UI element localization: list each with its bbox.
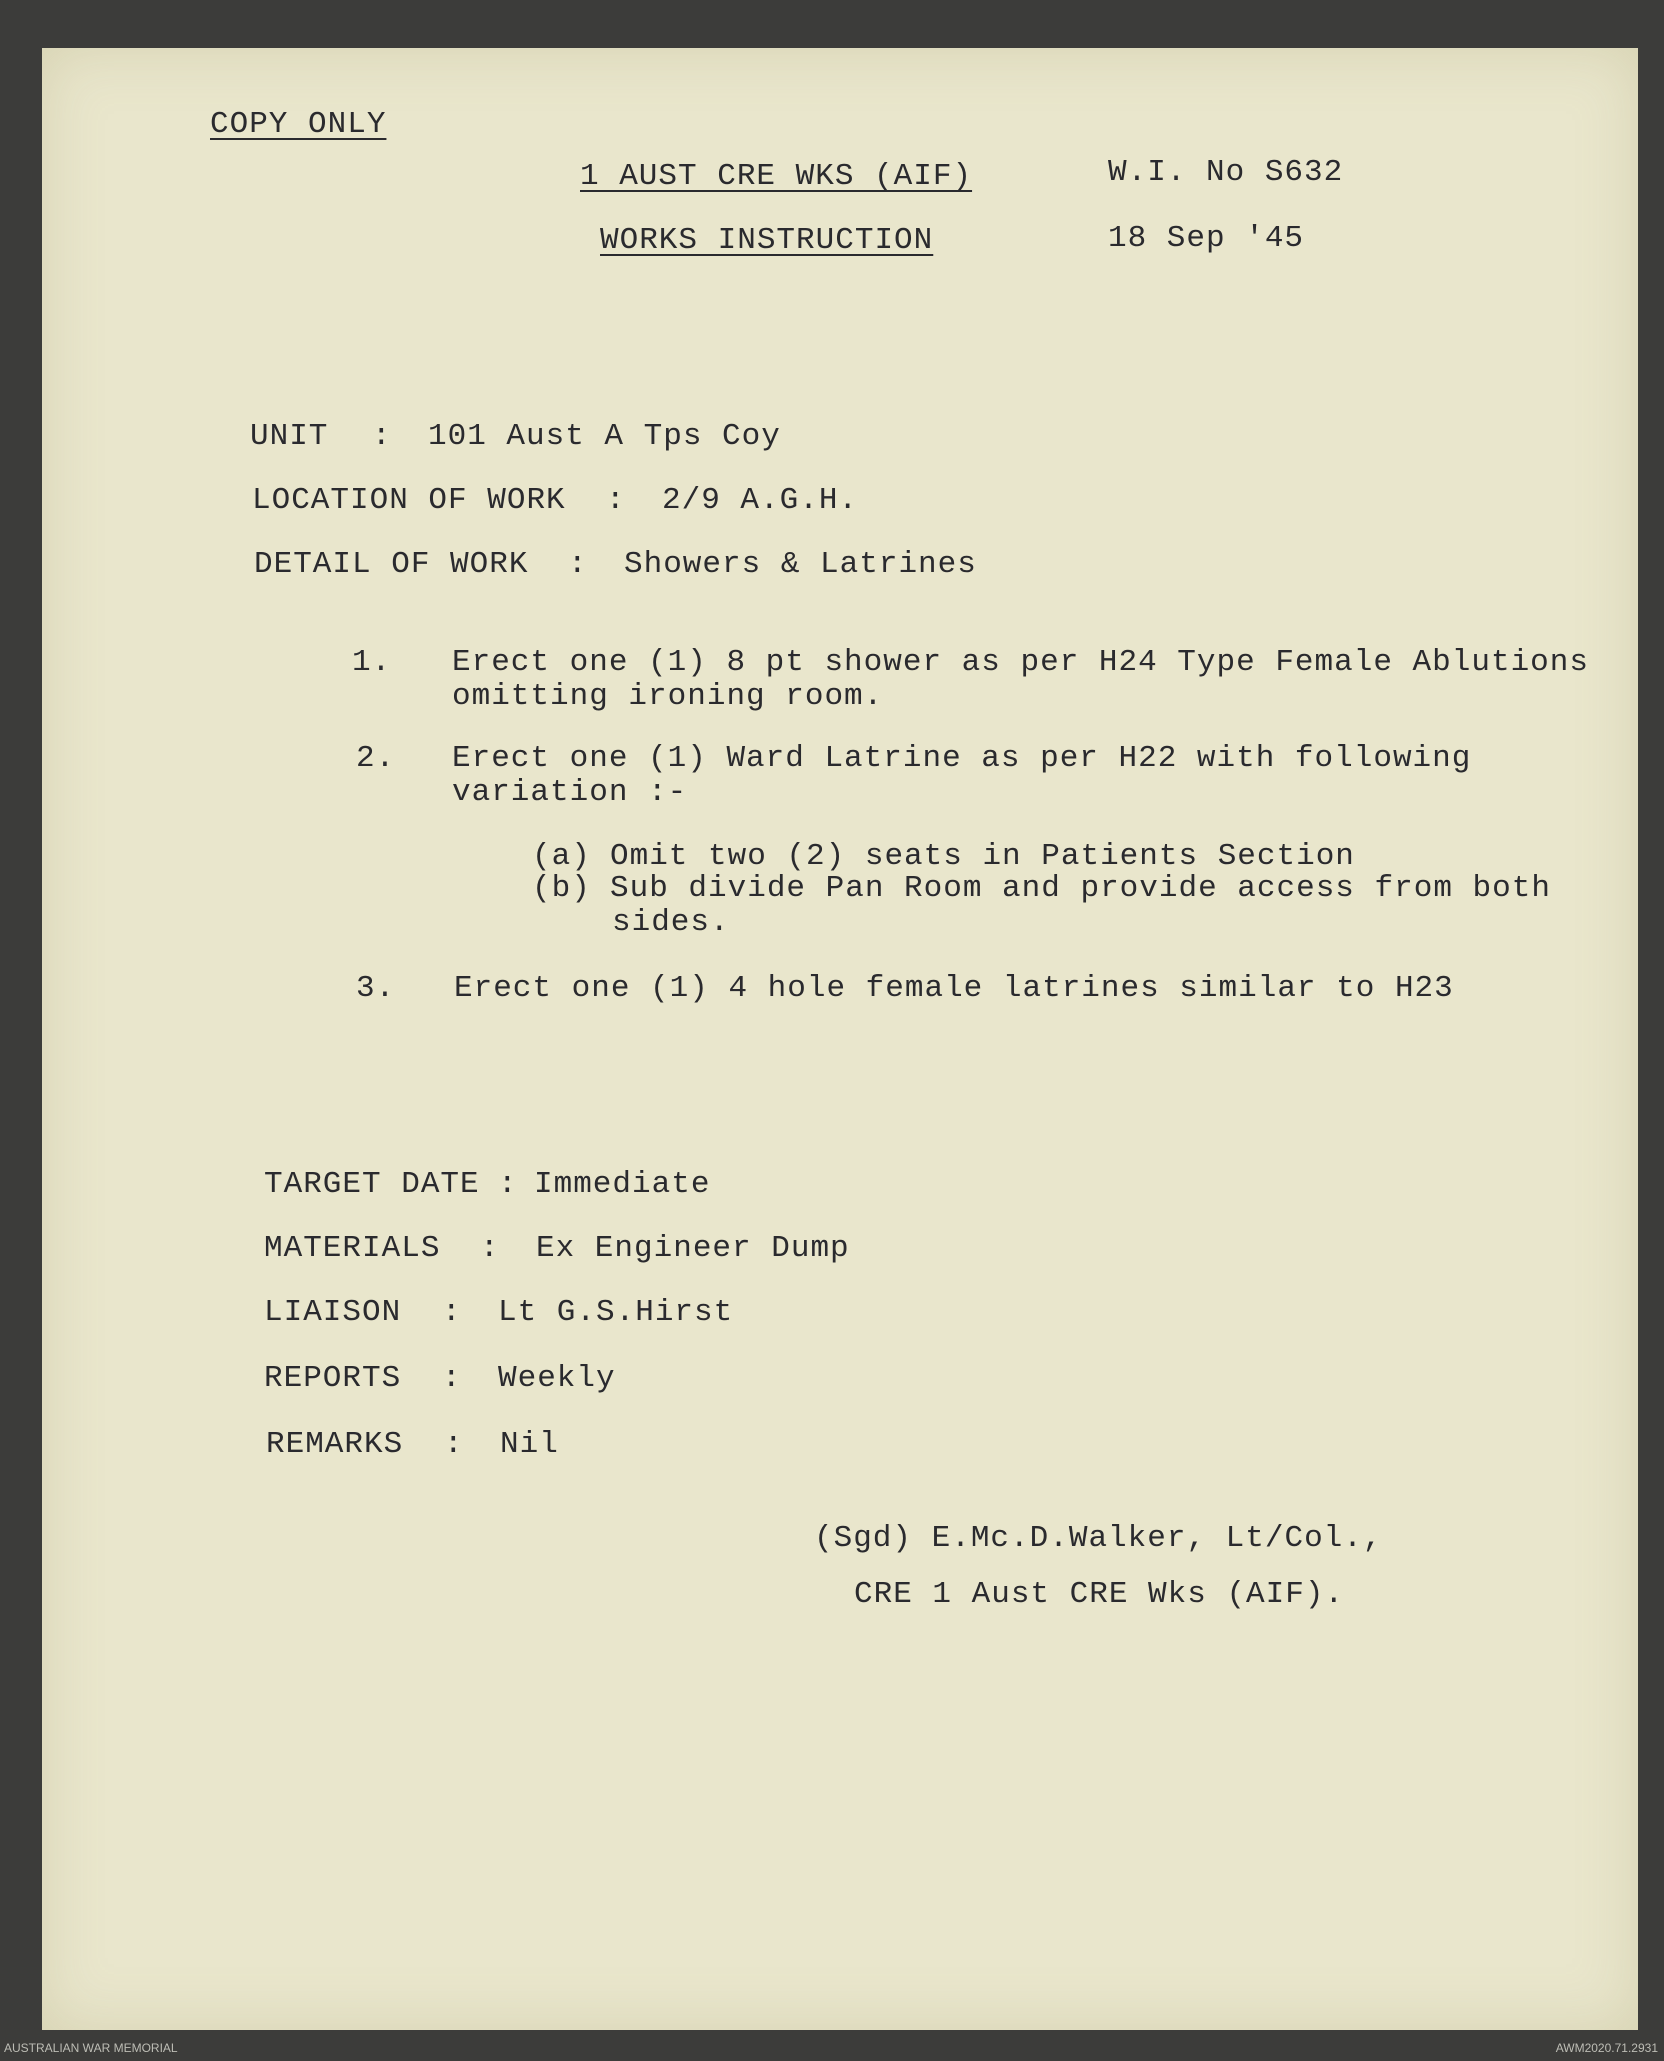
remarks-label: REMARKS (266, 1427, 404, 1462)
item-line: Erect one (1) 4 hole female latrines similar to H23 (454, 971, 1454, 1006)
reports-value: Weekly (498, 1361, 616, 1396)
unit-label: UNIT (250, 419, 329, 454)
item-number: 3. (356, 971, 396, 1006)
detail-value: Showers & Latrines (624, 547, 977, 582)
location-label: LOCATION OF WORK (252, 483, 566, 518)
unit-header: 1 AUST CRE WKS (AIF) (580, 159, 973, 194)
subitem-line: Omit two (2) seats in Patients Section (610, 839, 1355, 874)
reports-label: REPORTS (264, 1361, 402, 1396)
item-number: 1. (352, 645, 392, 680)
separator: : (442, 1295, 462, 1330)
detail-label: DETAIL OF WORK (254, 547, 529, 582)
signature-line: (Sgd) E.Mc.D.Walker, Lt/Col., (814, 1521, 1383, 1556)
signature-line: CRE 1 Aust CRE Wks (AIF). (854, 1577, 1345, 1612)
materials-label: MATERIALS (264, 1231, 441, 1266)
unit-value: 101 Aust A Tps Coy (428, 419, 781, 454)
item-line: Erect one (1) Ward Latrine as per H22 with following (452, 741, 1472, 776)
document-page (42, 48, 1638, 2030)
target-label: TARGET DATE (264, 1167, 480, 1202)
materials-value: Ex Engineer Dump (536, 1231, 850, 1266)
separator: : (372, 419, 392, 454)
subitem-line: Sub divide Pan Room and provide access from both (610, 871, 1551, 906)
separator: : (480, 1231, 500, 1266)
wi-number: W.I. No S632 (1108, 155, 1344, 190)
item-line: omitting ironing room. (452, 679, 884, 714)
separator: : (606, 483, 626, 518)
copy-only-stamp: COPY ONLY (210, 107, 387, 142)
document-date: 18 Sep '45 (1108, 221, 1305, 256)
separator: : (442, 1361, 462, 1396)
footer-right: AWM2020.71.2931 (1555, 2041, 1658, 2055)
remarks-value: Nil (500, 1427, 559, 1462)
subitem-label: (b) (532, 871, 591, 906)
separator: : (444, 1427, 464, 1462)
document-type: WORKS INSTRUCTION (600, 223, 934, 258)
target-value: Immediate (534, 1167, 711, 1202)
item-line: Erect one (1) 8 pt shower as per H24 Type Female Ablutions (452, 645, 1589, 680)
location-value: 2/9 A.G.H. (662, 483, 859, 518)
separator: : (568, 547, 588, 582)
item-number: 2. (356, 741, 396, 776)
footer-left: AUSTRALIAN WAR MEMORIAL (4, 2041, 178, 2055)
liaison-value: Lt G.S.Hirst (498, 1295, 734, 1330)
separator: : (498, 1167, 518, 1202)
liaison-label: LIAISON (264, 1295, 402, 1330)
item-line: variation :- (452, 775, 688, 810)
subitem-label: (a) (532, 839, 591, 874)
subitem-line: sides. (612, 905, 730, 940)
